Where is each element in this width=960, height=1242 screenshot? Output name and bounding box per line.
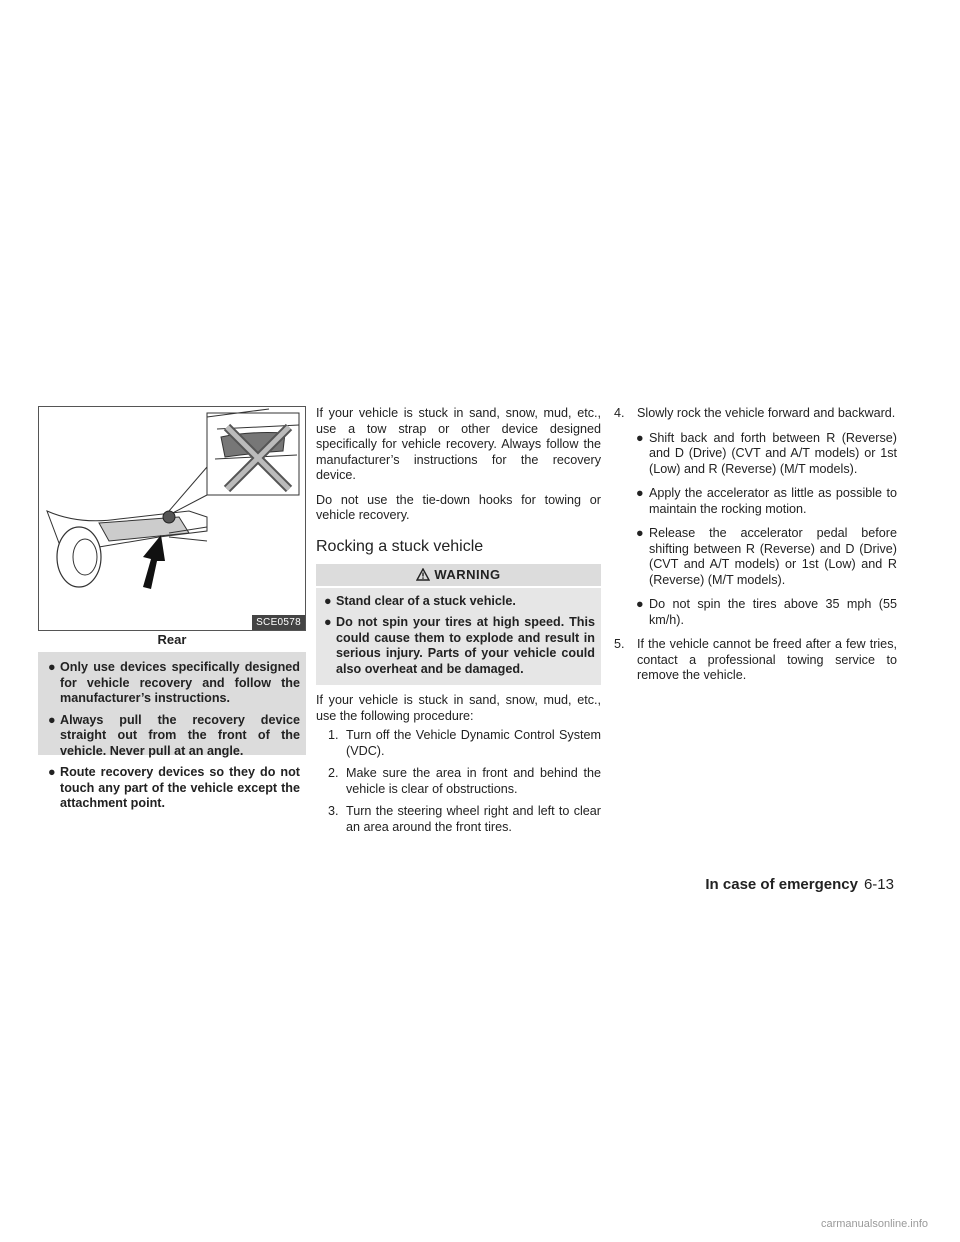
- figure-rear-tie-down: [38, 406, 306, 631]
- recovery-warning-box: [38, 652, 306, 810]
- section-title: Rocking a stuck vehicle: [316, 537, 484, 555]
- figure-code: SCE0578: [252, 615, 305, 630]
- procedure-step: 1. Turn off the Vehicle Dynamic Control System (VDC).: [328, 728, 601, 758]
- procedure-step: 3. Turn the steering wheel right and left to clear an area around the front tires.: [328, 804, 601, 834]
- step-bullet: ● Release the accelerator pedal before shifting between R (Reverse) and D (Drive) (CVT and A/T models) or 1st (Low) and R (Reverse) (M/T models).: [636, 526, 897, 587]
- bullet-icon: ●: [636, 526, 644, 540]
- bullet-icon: ●: [636, 486, 644, 500]
- warning-bullet: ● Route recovery devices so they do not touch any part of the vehicle except the attachment point.: [48, 765, 300, 810]
- step-bullet: ● Do not spin the tires above 35 mph (55 km/h).: [636, 597, 897, 627]
- tie-down-note: Do not use the tie-down hooks for towing or vehicle recovery.: [316, 492, 601, 522]
- bullet-icon: ●: [636, 597, 644, 611]
- warning-triangle-icon: [416, 568, 430, 581]
- page-number: 6-13: [863, 876, 894, 893]
- warning-bullet: ● Do not spin your tires at high speed. This could cause them to explode and result in serious injury. Parts of your vehicle could also overheat and be damaged.: [324, 615, 595, 676]
- bullet-icon: ●: [636, 430, 644, 445]
- vehicle-rear-illustration: [39, 407, 305, 630]
- warning-label: WARNING: [434, 567, 501, 582]
- right-column: [614, 406, 897, 693]
- procedure-step: 4. Slowly rock the vehicle forward and backward.: [614, 406, 896, 420]
- procedure-step: 2. Make sure the area in front and behind the vehicle is clear of obstructions.: [328, 766, 601, 796]
- warning-bullet: ● Stand clear of a stuck vehicle.: [324, 593, 516, 608]
- bullet-icon: ●: [48, 712, 56, 727]
- middle-column: [316, 406, 601, 842]
- warning-body: [316, 588, 601, 686]
- warning-bullet: ● Only use devices specifically designed for vehicle recovery and follow the manufacturer’s instructions.: [48, 660, 300, 705]
- procedure-intro: If your vehicle is stuck in sand, snow, mud, etc., use the following procedure:: [316, 693, 601, 723]
- footer-section: In case of emergency: [705, 876, 858, 893]
- procedure-step: 5. If the vehicle cannot be freed after a few tries, contact a professional towing service to remove the vehicle.: [614, 637, 897, 682]
- watermark: carmanualsonline.info: [820, 1218, 928, 1230]
- warning-header: [316, 564, 601, 586]
- bullet-icon: ●: [324, 615, 332, 629]
- figure-caption: Rear: [157, 632, 187, 647]
- bullet-icon: ●: [48, 765, 56, 779]
- bullet-icon: ●: [324, 593, 332, 608]
- page-footer: [705, 876, 894, 893]
- intro-paragraph: If your vehicle is stuck in sand, snow, mud, etc., use a tow strap or other device designed specifically for vehicle recovery. Always follow the manufacturer’s instructions for the recovery device.: [316, 406, 601, 482]
- bullet-icon: ●: [48, 660, 56, 674]
- step-bullet: ● Apply the accelerator as little as possible to maintain the rocking motion.: [636, 486, 897, 516]
- step-bullet: ● Shift back and forth between R (Reverse) and D (Drive) (CVT and A/T models) or 1st (Low) and R (Reverse) (M/T models).: [636, 430, 897, 476]
- warning-bullet: ● Always pull the recovery device straight out from the front of the vehicle. Never pull at an angle.: [48, 712, 300, 758]
